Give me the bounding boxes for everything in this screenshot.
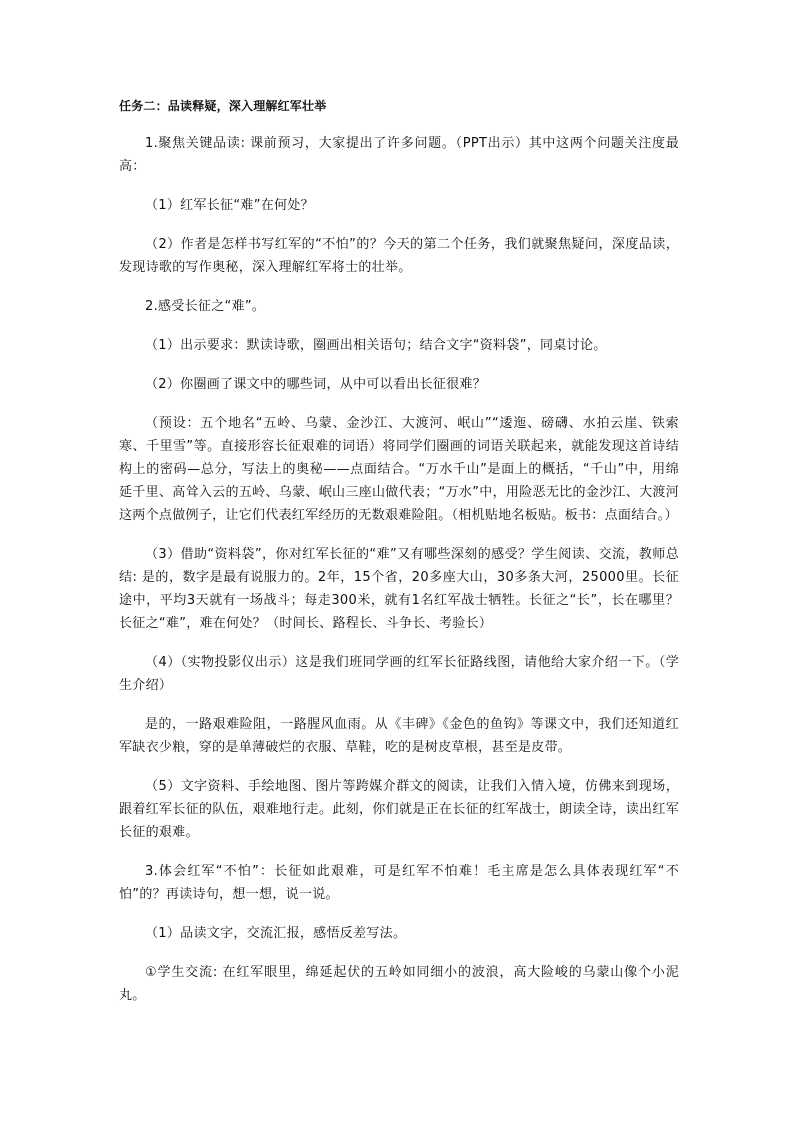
paragraph-hardships: 是的，一路艰难险阻，一路腥风血雨。从《丰碑》《金色的鱼钩》等课文中，我们还知道红军缺衣少粮，穿的是单薄破烂的衣服、草鞋，吃的是树皮草根，甚至是皮带。 <box>119 717 679 755</box>
paragraph-route-map: （4）（实物投影仪出示）这是我们班同学画的红军长征路线图，请他给大家介绍一下。（学生介绍） <box>119 655 679 693</box>
paragraph-read-report: （1）品读文字，交流汇报，感悟反差写法。 <box>145 926 407 941</box>
paragraph-feel-difficulty: 2.感受长征之“难”。 <box>145 299 266 314</box>
paragraph-data-bag: （3）借助“资料袋”，你对红军长征的“难”又有哪些深刻的感受？学生阅读、交流，教师总结: 是的，数字是最有说服力的。2年，15个省，20多座大山，30多条大河，25000里。长征途中，平均3天就有一场战斗；每走300米，就有1名红军战士牺牲。长征之“长”，长在哪里？长征之“难”，难在何处？（时间长、路程长、斗争长、考验长） <box>119 547 679 631</box>
document-page <box>119 96 679 1019</box>
paragraph-preset-answer: （预设：五个地名“五岭、乌蒙、金沙江、大渡河、岷山”“逶迤、磅礴、水拍云崖、铁索寒、千里雪”等。直接形容长征艰难的词语）将同学们圈画的词语关联起来，就能发现这首诗结构上的密码—总分，写法上的奥秘——点面结合。“万水千山”是面上的概括，“千山”中，用绵延千里、高耸入云的五岭、乌蒙、岷山三座山做代表；“万水”中，用险恶无比的金沙江、大渡河这两个点做例子，让它们代表红军经历的无数艰难险阻。（相机贴地名板贴。板书：点面结合。） <box>119 416 679 523</box>
paragraph-focus-reading: 1.聚焦关键品读: 课前预习，大家提出了许多问题。（PPT出示）其中这两个问题关注度最高： <box>119 136 679 174</box>
task-heading: 任务二：品读释疑，深入理解红军壮举 <box>119 99 327 113</box>
paragraph-circled-words: （2）你圈画了课文中的哪些词，从中可以看出长征很难？ <box>145 377 487 392</box>
paragraph-question-2: （2）作者是怎样书写红军的“不怕”的？今天的第二个任务，我们就聚焦疑问，深度品读，发现诗歌的写作奥秘，深入理解红军将士的壮举。 <box>119 237 679 275</box>
paragraph-student-exchange: ①学生交流: 在红军眼里，绵延起伏的五岭如同细小的波浪，高大险峻的乌蒙山像个小泥丸。 <box>119 965 679 1003</box>
paragraph-requirement: （1）出示要求：默读诗歌，圈画出相关语句；结合文字“资料袋”，同桌讨论。 <box>145 338 607 353</box>
paragraph-cross-media: （5）文字资料、手绘地图、图片等跨媒介群文的阅读，让我们入情入境，仿佛来到现场，跟着红军长征的队伍，艰难地行走。此刻，你们就是正在长征的红军战士，朗读全诗，读出红军长征的艰难。 <box>119 779 679 840</box>
paragraph-not-afraid: 3.体会红军“不怕”：长征如此艰难，可是红军不怕难！毛主席是怎么具体表现红军“不怕”的？再读诗句，想一想，说一说。 <box>119 864 679 902</box>
paragraph-question-1: （1）红军长征“难”在何处？ <box>145 198 314 213</box>
